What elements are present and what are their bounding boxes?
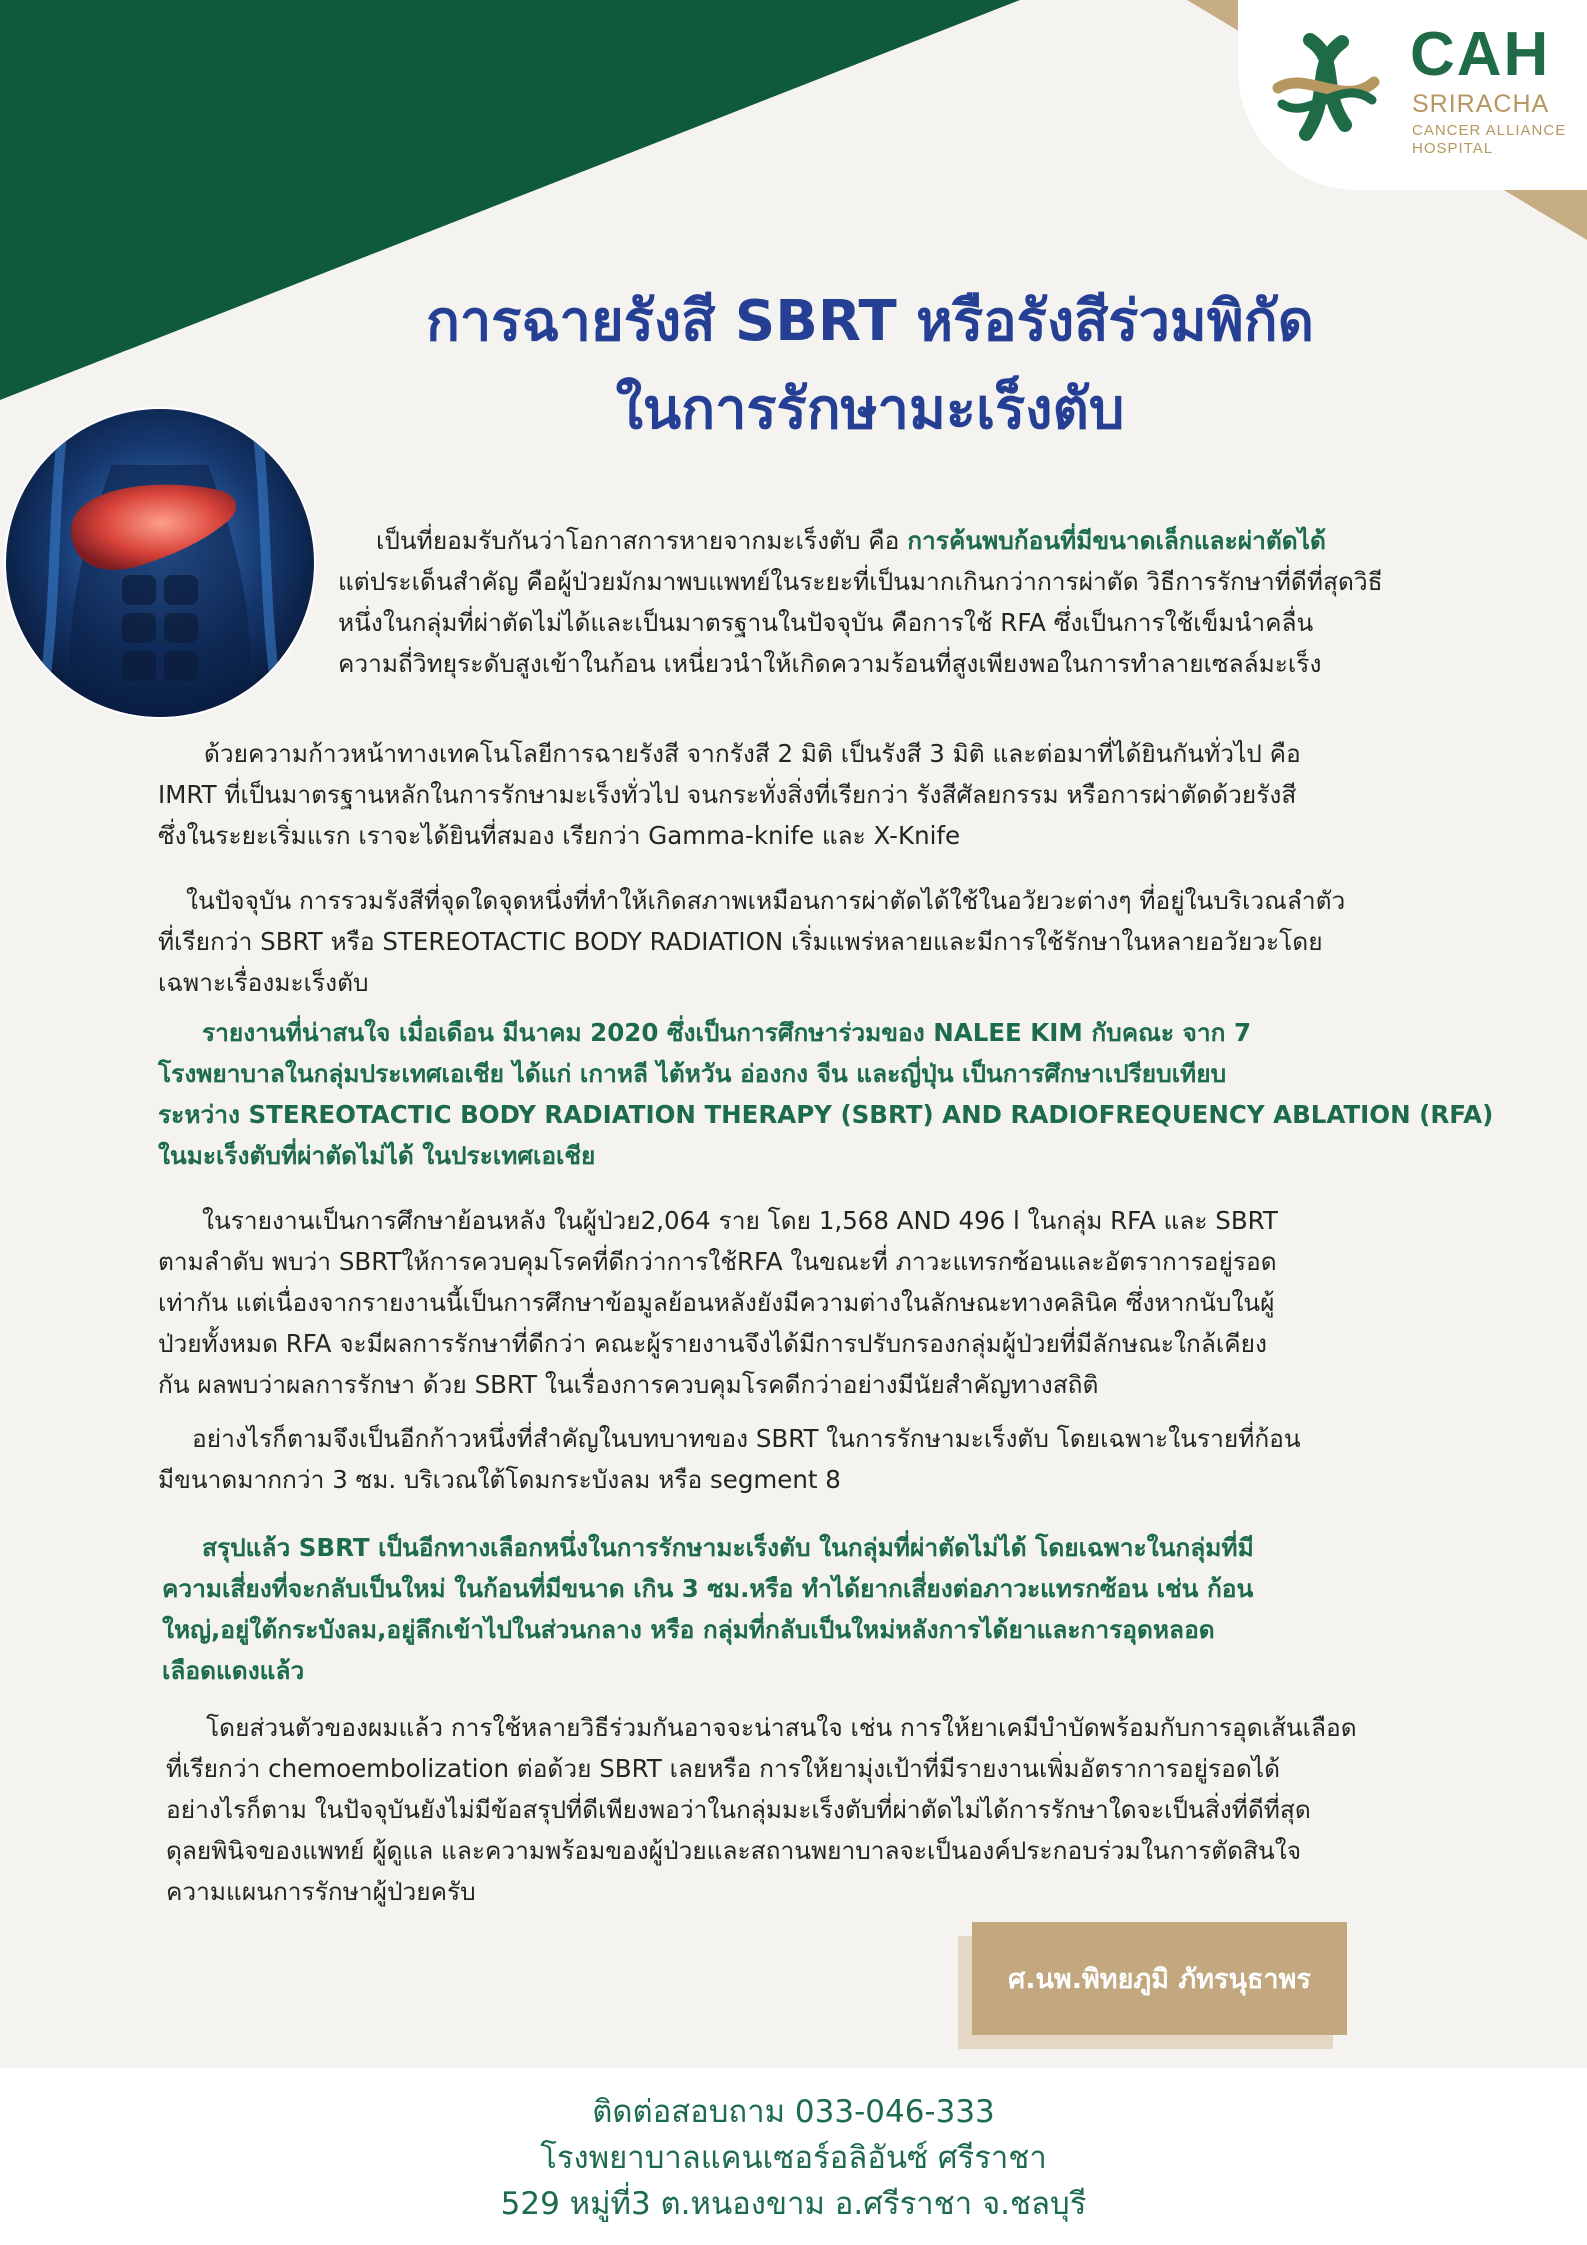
p4-line-1: รายงานที่น่าสนใจ เมื่อเดือน มีนาคม 2020 ซึ่งเป็นการศึกษาร่วมของ NALEE KIM กับคณะ จาก 7	[202, 1018, 1252, 1047]
p6-line-2: มีขนาดมากกว่า 3 ซม. บริเวณใต้โดมกระบังลม หรือ segment 8	[158, 1465, 841, 1494]
intro-line-3: หนึ่งในกลุ่มที่ผ่าตัดไม่ได้และเป็นมาตรฐานในปัจจุบัน คือการใช้ RFA ซึ่งเป็นการใช้เข็มนำคลื่น	[338, 608, 1314, 637]
opinion-paragraph	[166, 1707, 1576, 1912]
p5-line-5: กัน ผลพบว่าผลการรักษา ด้วย SBRT ในเรื่องการควบคุมโรคดีกว่าอย่างมีนัยสำคัญทางสถิติ	[158, 1370, 1099, 1399]
p8-line-3: อย่างไรก็ตาม ในปัจจุบันยังไม่มีข้อสรุปที่ดีเพียงพอว่าในกลุ่มมะเร็งตับที่ผ่าตัดไม่ได้การรักษาใดจะเป็นสิ่งที่ดีที่สุด	[166, 1795, 1311, 1824]
study-highlight-paragraph	[158, 1012, 1578, 1176]
p7-line-4: เลือดแดงแล้ว	[162, 1656, 305, 1685]
p6-line-1: อย่างไรก็ตามจึงเป็นอีกก้าวหนึ่งที่สำคัญในบทบาทของ SBRT ในการรักษามะเร็งตับ โดยเฉพาะในรายที่ก้อน	[192, 1424, 1301, 1453]
intro-highlight: การค้นพบก้อนที่มีขนาดเล็กและผ่าตัดได้	[907, 526, 1326, 555]
p7-line-2: ความเสี่ยงที่จะกลับเป็นใหม่ ในก้อนที่มีขนาด เกิน 3 ซม.หรือ ทำได้ยากเสี่ยงต่อภาวะแทรกซ้อน เช่น ก้อน	[162, 1574, 1254, 1603]
p5-line-2: ตามลำดับ พบว่า SBRTให้การควบคุมโรคที่ดีกว่าการใช้RFA ในขณะที่ ภาวะแทรกซ้อนและอัตราการอยู่รอด	[158, 1247, 1277, 1276]
p5-line-1: ในรายงานเป็นการศึกษาย้อนหลัง ในผู้ป่วย2,064 ราย โดย 1,568 AND 496 l ในกลุ่ม RFA และ SBRT	[202, 1206, 1278, 1235]
summary-paragraph	[162, 1527, 1582, 1691]
p8-line-5: ความแผนการรักษาผู้ป่วยครับ	[166, 1877, 476, 1906]
sbrt-role-paragraph	[158, 1418, 1558, 1500]
logo-wordmark: CAH	[1410, 20, 1551, 89]
technology-paragraph	[158, 733, 1558, 856]
p2-line-3: ซึ่งในระยะเริ่มแรก เราจะได้ยินที่สมอง เรียกว่า Gamma-knife และ X-Knife	[158, 821, 961, 850]
p3-line-1: ในปัจจุบัน การรวมรังสีที่จุดใดจุดหนึ่งที่ทำให้เกิดสภาพเหมือนการผ่าตัดได้ใช้ในอวัยวะต่างๆ ที่อยู่ในบริเวณลำตัว	[186, 886, 1346, 915]
intro-text: เป็นที่ยอมรับกันว่าโอกาสการหายจากมะเร็งตับ คือ	[376, 526, 908, 555]
page-title	[300, 278, 1440, 454]
footer-hospital: โรงพยาบาลแคนเซอร์อลิอันซ์ ศรีราชา	[540, 2140, 1047, 2176]
p3-line-2: ที่เรียกว่า SBRT หรือ STEREOTACTIC BODY RADIATION เริ่มแพร่หลายและมีการใช้รักษาในหลายอวัยวะโดย	[158, 927, 1323, 956]
p8-line-1: โดยส่วนตัวของผมแล้ว การใช้หลายวิธีร่วมกันอาจจะน่าสนใจ เช่น การให้ยาเคมีบำบัดพร้อมกับการอุดเส้นเลือด	[206, 1713, 1357, 1742]
liver-anatomy-image	[2, 405, 318, 721]
intro-paragraph	[338, 520, 1573, 684]
intro-line-4: ความถี่วิทยุระดับสูงเข้าในก้อน เหนี่ยวนำให้เกิดความร้อนที่สูงเพียงพอในการทำลายเซลล์มะเร็ง	[338, 649, 1322, 678]
p4-line-4: ในมะเร็งตับที่ผ่าตัดไม่ได้ ในประเทศเอเชีย	[158, 1141, 596, 1170]
footer-address: 529 หมู่ที่3 ต.หนองขาม อ.ศรีราชา จ.ชลบุรี	[500, 2186, 1087, 2222]
p2-line-1: ด้วยความก้าวหน้าทางเทคโนโลยีการฉายรังสี จากรังสี 2 มิติ เป็นรังสี 3 มิติ และต่อมาที่ได้ยินกันทั่วไป คือ	[204, 739, 1301, 768]
p3-line-3: เฉพาะเรื่องมะเร็งตับ	[158, 968, 369, 997]
author-name: ศ.นพ.พิทยภูมิ ภัทรนุธาพร	[1008, 1964, 1311, 1995]
p7-line-1: สรุปแล้ว SBRT เป็นอีกทางเลือกหนึ่งในการรักษามะเร็งตับ ในกลุ่มที่ผ่าตัดไม่ได้ โดยเฉพาะในกลุ่มที่มี	[202, 1533, 1254, 1562]
p7-line-3: ใหญ่,อยู่ใต้กระบังลม,อยู่ลึกเข้าไปในส่วนกลาง หรือ กลุ่มที่กลับเป็นใหม่หลังการได้ยาและการอุดหลอด	[162, 1615, 1215, 1644]
p2-line-2: IMRT ที่เป็นมาตรฐานหลักในการรักษามะเร็งทั่วไป จนกระทั่งสิ่งที่เรียกว่า รังสีศัลยกรรม หรือการผ่าตัดด้วยรังสี	[158, 780, 1297, 809]
p8-line-4: ดุลยพินิจของแพทย์ ผู้ดูแล และความพร้อมของผู้ป่วยและสถานพยาบาลจะเป็นองค์ประกอบร่วมในการตัดสินใจ	[166, 1836, 1302, 1865]
study-results-paragraph	[158, 1200, 1558, 1405]
author-box	[972, 1922, 1347, 2035]
title-line-2: ในการรักษามะเร็งตับ	[615, 377, 1125, 442]
title-line-1: การฉายรังสี SBRT หรือรังสีร่วมพิกัด	[425, 289, 1315, 354]
logo-subtitle: CANCER ALLIANCE HOSPITAL	[1412, 122, 1567, 157]
p4-line-2: โรงพยาบาลในกลุ่มประเทศเอเชีย ได้แก่ เกาหลี ไต้หวัน อ่องกง จีน และญี่ปุ่น เป็นการศึกษาเปรียบเทียบ	[158, 1059, 1227, 1088]
p8-line-2: ที่เรียกว่า chemoembolization ต่อด้วย SBRT เลยหรือ การให้ยามุ่งเป้าที่มีรายงานเพิ่มอัตราการอยู่รอดได้	[166, 1754, 1280, 1783]
cah-cross-logo-icon	[1270, 30, 1382, 148]
contact-footer	[0, 2068, 1587, 2245]
footer-contact: ติดต่อสอบถาม 033-046-333	[592, 2094, 995, 2130]
intro-line-2: แต่ประเด็นสำคัญ คือผู้ป่วยมักมาพบแพทย์ในระยะที่เป็นมากเกินกว่าการผ่าตัด วิธีการรักษาที่ดีที่สุดวิธี	[338, 567, 1383, 596]
p5-line-4: ป่วยทั้งหมด RFA จะมีผลการรักษาที่ดีกว่า คณะผู้รายงานจึงได้มีการปรับกรองกลุ่มผู้ป่วยที่มีลักษณะใกล้เคียง	[158, 1329, 1267, 1358]
p5-line-3: เท่ากัน แต่เนื่องจากรายงานนี้เป็นการศึกษาข้อมูลย้อนหลังยังมีความต่างในลักษณะทางคลินิค ซึ่งหากนับในผู้	[158, 1288, 1275, 1317]
sbrt-paragraph	[158, 880, 1558, 1003]
p4-line-3: ระหว่าง STEREOTACTIC BODY RADIATION THERAPY (SBRT) AND RADIOFREQUENCY ABLATION (RFA)	[158, 1100, 1494, 1129]
logo-city: SRIRACHA	[1412, 90, 1550, 118]
hospital-logo	[1238, 0, 1587, 190]
